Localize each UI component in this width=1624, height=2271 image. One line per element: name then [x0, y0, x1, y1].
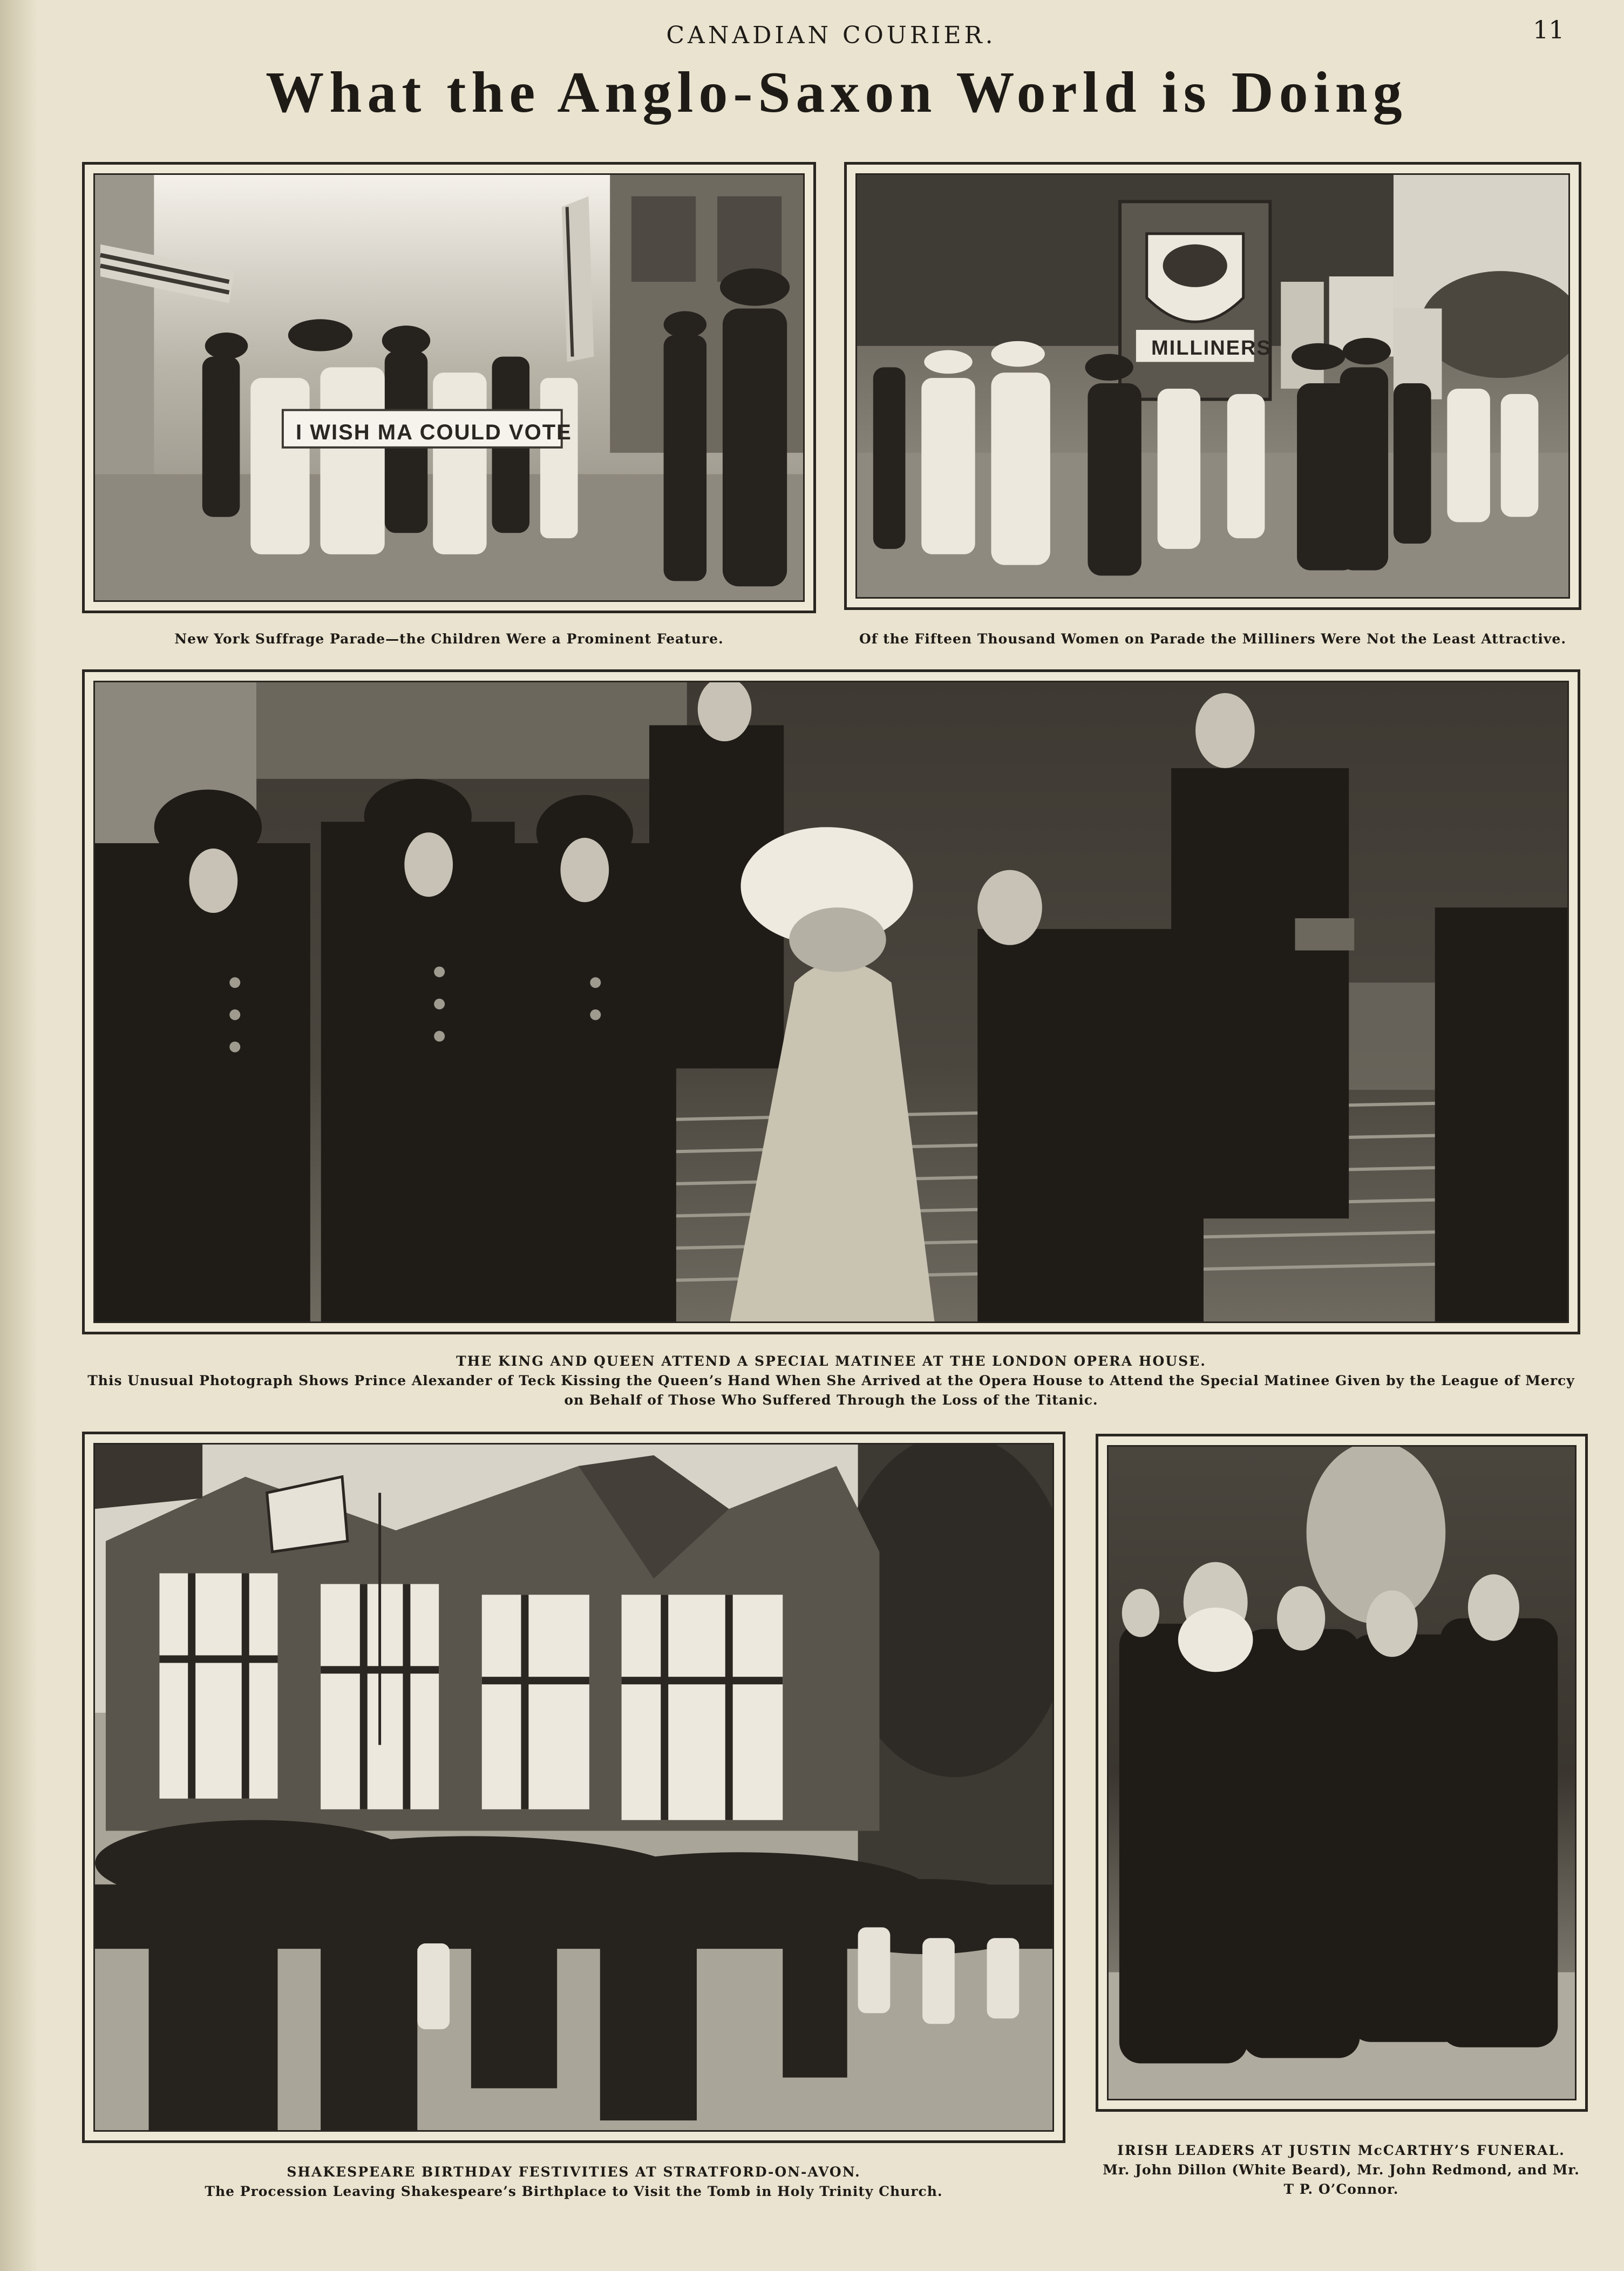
caption-milliners-text: Of the Fifteen Thousand Women on Parade the Milliners Were Not the Least Attractive. [859, 631, 1567, 647]
caption-irish-leaders-title: IRISH LEADERS AT JUSTIN McCARTHY’S FUNERAL. [1117, 2143, 1565, 2158]
photo-opera-house [82, 669, 1580, 1334]
photo-irish-leaders-image [1107, 1445, 1577, 2100]
caption-opera-house-line1: This Unusual Photograph Shows Prince Alexander of Teck Kissing the Queen’s Hand When She Arrived at the Opera House to Attend the Special Matinee Given by the League of Mercy [87, 1373, 1575, 1388]
photo-milliners-image [855, 173, 1570, 599]
page-headline: What the Anglo-Saxon World is Doing [266, 60, 1408, 125]
milliners-banner-text: MILLINERS [1151, 337, 1272, 360]
caption-stratford-title: SHAKESPEARE BIRTHDAY FESTIVITIES AT STRATFORD-ON-AVON. [287, 2164, 861, 2180]
caption-irish-leaders-line2: T P. O’Connor. [1283, 2181, 1399, 2197]
photo-irish-leaders [1096, 1434, 1588, 2112]
caption-stratford-body: The Procession Leaving Shakespeare’s Birthplace to Visit the Tomb in Holy Trinity Church. [205, 2184, 943, 2199]
protest-sign-text: I WISH MA COULD VOTE [296, 421, 572, 444]
photo-stratford [82, 1432, 1065, 2143]
page-number: 11 [1533, 15, 1565, 44]
caption-stratford [82, 2162, 1065, 2201]
binding-gutter [0, 0, 38, 2271]
caption-opera-house-title: THE KING AND QUEEN ATTEND A SPECIAL MATINEE AT THE LONDON OPERA HOUSE. [456, 1353, 1206, 1369]
caption-irish-leaders [1079, 2141, 1603, 2199]
caption-opera-house-line2: on Behalf of Those Who Suffered Through the Loss of the Titanic. [564, 1392, 1098, 1408]
running-head: CANADIAN COURIER. [666, 22, 996, 49]
photo-stratford-image [93, 1443, 1054, 2132]
photo-suffrage-children-image [93, 173, 805, 602]
caption-irish-leaders-line1: Mr. John Dillon (White Beard), Mr. John Redmond, and Mr. [1103, 2162, 1580, 2178]
caption-suffrage-children-text: New York Suffrage Parade—the Children Were a Prominent Feature. [174, 631, 724, 647]
caption-opera-house [82, 1352, 1580, 1410]
photo-suffrage-children [82, 162, 816, 613]
caption-suffrage-children [82, 629, 816, 649]
photo-opera-house-image [93, 681, 1569, 1323]
caption-milliners [844, 629, 1581, 649]
photo-milliners [844, 162, 1581, 610]
